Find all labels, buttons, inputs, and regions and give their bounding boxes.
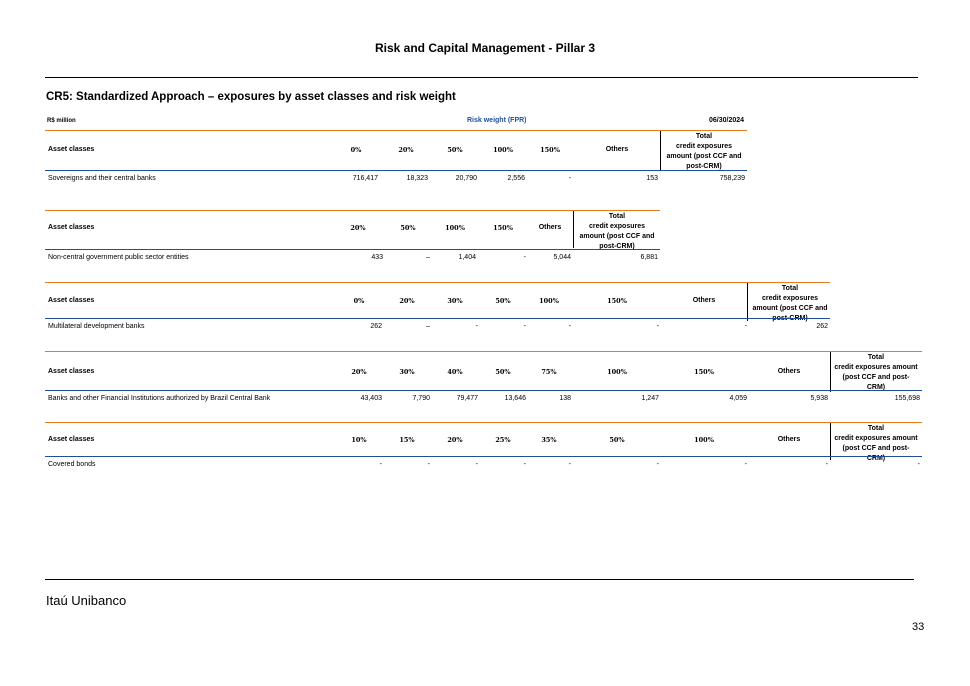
- column-header: 50%: [495, 297, 511, 305]
- column-header: 0%: [350, 146, 362, 154]
- column-header-asset-classes: Asset classes: [48, 368, 95, 375]
- column-header-asset-classes: Asset classes: [48, 297, 95, 304]
- table-top-rule: [45, 351, 922, 352]
- page-number: 33: [912, 621, 925, 633]
- table-header-rule: [45, 170, 747, 171]
- table-cell: 262: [370, 323, 382, 330]
- column-header: Others: [777, 368, 801, 375]
- table-cell: 5,044: [553, 254, 571, 261]
- table-cell: 1,404: [458, 254, 476, 261]
- column-header: 75%: [541, 368, 557, 376]
- column-header-asset-classes: Asset classes: [48, 436, 95, 443]
- column-header: 150%: [540, 146, 560, 154]
- table-cell: -: [523, 461, 526, 468]
- table-cell: -: [475, 461, 478, 468]
- row-label: Covered bonds: [48, 461, 96, 468]
- row-label: Multilateral development banks: [48, 323, 145, 330]
- table-cell: 2,556: [507, 175, 525, 182]
- table-cell: 138: [559, 395, 571, 402]
- column-header: 50%: [609, 436, 625, 444]
- table-cell: -: [475, 323, 478, 330]
- table-cell: 79,477: [456, 395, 478, 402]
- table-cell: 13,646: [504, 395, 526, 402]
- table-cell: 716,417: [352, 175, 378, 182]
- column-header: 15%: [399, 436, 415, 444]
- table-cell: –: [426, 254, 430, 261]
- table-cell: -: [379, 461, 382, 468]
- table-cell: -: [744, 323, 747, 330]
- column-header: 20%: [447, 436, 463, 444]
- table-cell: 20,790: [455, 175, 477, 182]
- table-top-rule: [45, 422, 922, 423]
- column-header: 100%: [694, 436, 714, 444]
- table-cell: 5,938: [810, 395, 828, 402]
- column-header-total: Total credit exposures amount (post CCF and post-CRM): [752, 285, 828, 322]
- row-label: Sovereigns and their central banks: [48, 175, 156, 182]
- table-cell: -: [917, 461, 920, 468]
- column-header: 150%: [607, 297, 627, 305]
- column-header: Others: [777, 436, 801, 443]
- column-header: 10%: [351, 436, 367, 444]
- row-label: Non-central government public sector entities: [48, 254, 189, 261]
- table-cell: -: [656, 323, 659, 330]
- column-header: 150%: [694, 368, 714, 376]
- column-header: 25%: [495, 436, 511, 444]
- column-header: 50%: [447, 146, 463, 154]
- table-cell: -: [568, 323, 571, 330]
- column-header: 100%: [607, 368, 627, 376]
- column-header: 20%: [350, 224, 366, 232]
- table-cell: 7,790: [412, 395, 430, 402]
- table-header-rule: [45, 390, 922, 391]
- table-header-rule: [45, 456, 922, 457]
- table-cell: -: [744, 461, 747, 468]
- table-cell: -: [523, 254, 526, 261]
- table-cell: -: [523, 323, 526, 330]
- table-cell: -: [825, 461, 828, 468]
- column-header-total: Total credit exposures amount (post CCF and post- CRM): [834, 354, 918, 391]
- column-header: Others: [692, 297, 716, 304]
- column-header-total: Total credit exposures amount (post CCF and post-CRM): [666, 133, 742, 170]
- column-header: 100%: [445, 224, 465, 232]
- table-cell: 153: [646, 175, 658, 182]
- column-header: 20%: [399, 297, 415, 305]
- column-header: 50%: [400, 224, 416, 232]
- table-title: CR5: Standardized Approach – exposures by asset classes and risk weight: [46, 91, 456, 103]
- table-cell: 758,239: [719, 175, 745, 182]
- table-cell: 433: [371, 254, 383, 261]
- table-cell: 18,323: [406, 175, 428, 182]
- column-header: 150%: [493, 224, 513, 232]
- column-header: 20%: [351, 368, 367, 376]
- table-top-rule: [45, 282, 830, 283]
- column-header: Others: [605, 146, 629, 153]
- column-header: 100%: [493, 146, 513, 154]
- table-cell: -: [427, 461, 430, 468]
- risk-weight-label: Risk weight (FPR): [467, 117, 527, 124]
- table-header-rule: [45, 318, 830, 319]
- reference-date: 06/30/2024: [709, 117, 745, 124]
- column-header-total: Total credit exposures amount (post CCF and post- CRM): [834, 425, 918, 462]
- column-header: 20%: [398, 146, 414, 154]
- table-cell: -: [568, 175, 571, 182]
- table-header-rule: [45, 249, 660, 250]
- table-cell: –: [426, 323, 430, 330]
- column-header: 30%: [447, 297, 463, 305]
- column-header: 30%: [399, 368, 415, 376]
- table-cell: -: [656, 461, 659, 468]
- unit-label: R$ million: [47, 118, 76, 124]
- page-title: Risk and Capital Management - Pillar 3: [374, 41, 596, 55]
- table-cell: 155,698: [894, 395, 920, 402]
- bottom-divider: [45, 579, 914, 580]
- column-header-asset-classes: Asset classes: [48, 146, 95, 153]
- column-header: 35%: [541, 436, 557, 444]
- column-header: 100%: [539, 297, 559, 305]
- table-cell: 43,403: [360, 395, 382, 402]
- column-header: 50%: [495, 368, 511, 376]
- table-cell: 4,059: [729, 395, 747, 402]
- table-cell: 6,881: [640, 254, 658, 261]
- footer-brand: Itaú Unibanco: [46, 593, 127, 608]
- table-cell: 1,247: [641, 395, 659, 402]
- column-header: 0%: [353, 297, 365, 305]
- top-divider: [45, 77, 918, 78]
- table-top-rule: [45, 210, 660, 211]
- column-header-asset-classes: Asset classes: [48, 224, 95, 231]
- column-header: Others: [538, 224, 562, 231]
- table-cell: -: [568, 461, 571, 468]
- table-cell: 262: [816, 323, 828, 330]
- table-top-rule: [45, 130, 747, 131]
- row-label: Banks and other Financial Institutions authorized by Brazil Central Bank: [48, 395, 271, 402]
- column-header-total: Total credit exposures amount (post CCF and post-CRM): [579, 213, 655, 250]
- column-header: 40%: [447, 368, 463, 376]
